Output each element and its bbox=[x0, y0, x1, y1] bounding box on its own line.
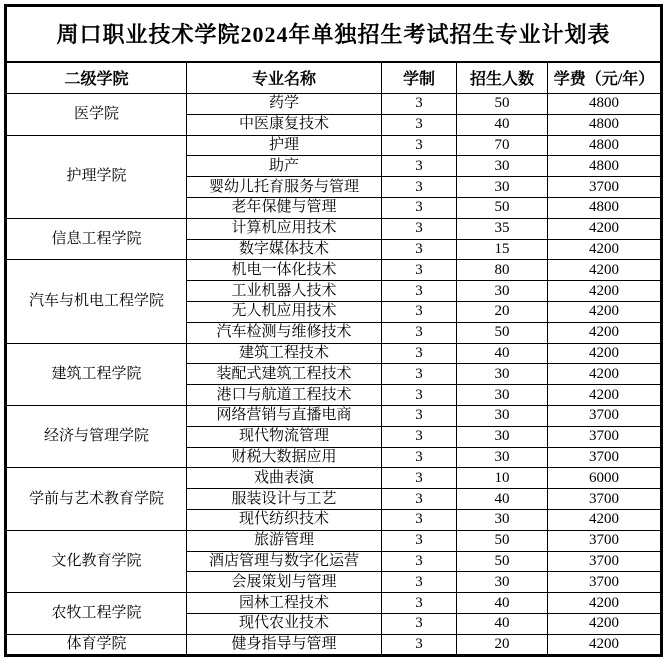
major-cell: 工业机器人技术 bbox=[187, 281, 382, 302]
header-row bbox=[6, 62, 662, 94]
quota-cell: 35 bbox=[457, 218, 548, 239]
college-cell: 医学院 bbox=[6, 94, 187, 136]
years-cell: 3 bbox=[382, 94, 457, 115]
tuition-cell: 4200 bbox=[548, 509, 662, 530]
table-row bbox=[6, 260, 662, 281]
quota-cell: 30 bbox=[457, 405, 548, 426]
table-row bbox=[6, 634, 662, 655]
tuition-cell: 4800 bbox=[548, 94, 662, 115]
major-cell: 健身指导与管理 bbox=[187, 634, 382, 655]
major-cell: 老年保健与管理 bbox=[187, 197, 382, 218]
major-cell: 服装设计与工艺 bbox=[187, 489, 382, 510]
tuition-cell: 4200 bbox=[548, 239, 662, 260]
major-cell: 中医康复技术 bbox=[187, 114, 382, 135]
tuition-cell: 4200 bbox=[548, 343, 662, 364]
major-cell: 机电一体化技术 bbox=[187, 260, 382, 281]
years-cell: 3 bbox=[382, 593, 457, 614]
college-cell: 建筑工程学院 bbox=[6, 343, 187, 405]
major-cell: 会展策划与管理 bbox=[187, 572, 382, 593]
page-title: 周口职业技术学院2024年单独招生考试招生专业计划表 bbox=[6, 6, 662, 62]
major-cell: 港口与航道工程技术 bbox=[187, 385, 382, 406]
tuition-cell: 3700 bbox=[548, 551, 662, 572]
quota-cell: 50 bbox=[457, 551, 548, 572]
years-cell: 3 bbox=[382, 301, 457, 322]
quota-cell: 20 bbox=[457, 634, 548, 655]
major-cell: 酒店管理与数字化运营 bbox=[187, 551, 382, 572]
quota-cell: 30 bbox=[457, 177, 548, 198]
enrollment-plan-table bbox=[4, 4, 663, 657]
major-cell: 护理 bbox=[187, 135, 382, 156]
major-cell: 计算机应用技术 bbox=[187, 218, 382, 239]
years-cell: 3 bbox=[382, 405, 457, 426]
tuition-cell: 3700 bbox=[548, 177, 662, 198]
tuition-cell: 4200 bbox=[548, 613, 662, 634]
quota-cell: 30 bbox=[457, 447, 548, 468]
years-cell: 3 bbox=[382, 135, 457, 156]
major-cell: 婴幼儿托育服务与管理 bbox=[187, 177, 382, 198]
quota-cell: 15 bbox=[457, 239, 548, 260]
college-cell: 文化教育学院 bbox=[6, 530, 187, 592]
quota-cell: 30 bbox=[457, 509, 548, 530]
tuition-cell: 4800 bbox=[548, 114, 662, 135]
major-cell: 现代农业技术 bbox=[187, 613, 382, 634]
years-cell: 3 bbox=[382, 489, 457, 510]
years-cell: 3 bbox=[382, 634, 457, 655]
college-cell: 体育学院 bbox=[6, 634, 187, 655]
years-cell: 3 bbox=[382, 426, 457, 447]
tuition-cell: 4200 bbox=[548, 260, 662, 281]
tuition-cell: 4800 bbox=[548, 135, 662, 156]
table-row bbox=[6, 218, 662, 239]
years-cell: 3 bbox=[382, 509, 457, 530]
quota-cell: 70 bbox=[457, 135, 548, 156]
years-cell: 3 bbox=[382, 260, 457, 281]
major-cell: 戏曲表演 bbox=[187, 468, 382, 489]
tuition-cell: 3700 bbox=[548, 426, 662, 447]
major-cell: 助产 bbox=[187, 156, 382, 177]
major-cell: 旅游管理 bbox=[187, 530, 382, 551]
col-header-major: 专业名称 bbox=[187, 62, 382, 94]
college-cell: 农牧工程学院 bbox=[6, 593, 187, 635]
years-cell: 3 bbox=[382, 551, 457, 572]
table-row bbox=[6, 405, 662, 426]
quota-cell: 80 bbox=[457, 260, 548, 281]
college-cell: 学前与艺术教育学院 bbox=[6, 468, 187, 530]
quota-cell: 30 bbox=[457, 426, 548, 447]
major-cell: 现代物流管理 bbox=[187, 426, 382, 447]
table-row bbox=[6, 94, 662, 115]
years-cell: 3 bbox=[382, 572, 457, 593]
college-cell: 经济与管理学院 bbox=[6, 405, 187, 467]
years-cell: 3 bbox=[382, 447, 457, 468]
table-row bbox=[6, 135, 662, 156]
tuition-cell: 4200 bbox=[548, 218, 662, 239]
quota-cell: 30 bbox=[457, 156, 548, 177]
years-cell: 3 bbox=[382, 530, 457, 551]
years-cell: 3 bbox=[382, 385, 457, 406]
college-cell: 信息工程学院 bbox=[6, 218, 187, 260]
major-cell: 药学 bbox=[187, 94, 382, 115]
years-cell: 3 bbox=[382, 177, 457, 198]
title-row bbox=[6, 6, 662, 62]
table-row bbox=[6, 593, 662, 614]
tuition-cell: 3700 bbox=[548, 530, 662, 551]
col-header-quota: 招生人数 bbox=[457, 62, 548, 94]
col-header-college: 二级学院 bbox=[6, 62, 187, 94]
years-cell: 3 bbox=[382, 239, 457, 260]
quota-cell: 50 bbox=[457, 197, 548, 218]
tuition-cell: 4200 bbox=[548, 364, 662, 385]
tuition-cell: 3700 bbox=[548, 447, 662, 468]
tuition-cell: 4200 bbox=[548, 281, 662, 302]
quota-cell: 40 bbox=[457, 489, 548, 510]
quota-cell: 30 bbox=[457, 572, 548, 593]
major-cell: 财税大数据应用 bbox=[187, 447, 382, 468]
major-cell: 现代纺织技术 bbox=[187, 509, 382, 530]
tuition-cell: 6000 bbox=[548, 468, 662, 489]
tuition-cell: 3700 bbox=[548, 489, 662, 510]
years-cell: 3 bbox=[382, 343, 457, 364]
major-cell: 汽车检测与维修技术 bbox=[187, 322, 382, 343]
table-row bbox=[6, 530, 662, 551]
major-cell: 园林工程技术 bbox=[187, 593, 382, 614]
col-header-years: 学制 bbox=[382, 62, 457, 94]
major-cell: 建筑工程技术 bbox=[187, 343, 382, 364]
years-cell: 3 bbox=[382, 281, 457, 302]
tuition-cell: 3700 bbox=[548, 405, 662, 426]
tuition-cell: 4200 bbox=[548, 593, 662, 614]
years-cell: 3 bbox=[382, 468, 457, 489]
quota-cell: 50 bbox=[457, 322, 548, 343]
quota-cell: 50 bbox=[457, 94, 548, 115]
tuition-cell: 4200 bbox=[548, 634, 662, 655]
college-cell: 汽车与机电工程学院 bbox=[6, 260, 187, 343]
quota-cell: 40 bbox=[457, 593, 548, 614]
major-cell: 无人机应用技术 bbox=[187, 301, 382, 322]
college-cell: 护理学院 bbox=[6, 135, 187, 218]
quota-cell: 20 bbox=[457, 301, 548, 322]
tuition-cell: 3700 bbox=[548, 572, 662, 593]
years-cell: 3 bbox=[382, 364, 457, 385]
major-cell: 数字媒体技术 bbox=[187, 239, 382, 260]
years-cell: 3 bbox=[382, 114, 457, 135]
years-cell: 3 bbox=[382, 218, 457, 239]
col-header-tuition: 学费（元/年） bbox=[548, 62, 662, 94]
quota-cell: 50 bbox=[457, 530, 548, 551]
years-cell: 3 bbox=[382, 156, 457, 177]
tuition-cell: 4200 bbox=[548, 385, 662, 406]
tuition-cell: 4800 bbox=[548, 197, 662, 218]
table-body bbox=[6, 94, 662, 656]
major-cell: 网络营销与直播电商 bbox=[187, 405, 382, 426]
quota-cell: 30 bbox=[457, 281, 548, 302]
quota-cell: 30 bbox=[457, 364, 548, 385]
quota-cell: 40 bbox=[457, 343, 548, 364]
tuition-cell: 4200 bbox=[548, 301, 662, 322]
tuition-cell: 4800 bbox=[548, 156, 662, 177]
quota-cell: 30 bbox=[457, 385, 548, 406]
table-row bbox=[6, 343, 662, 364]
major-cell: 装配式建筑工程技术 bbox=[187, 364, 382, 385]
years-cell: 3 bbox=[382, 197, 457, 218]
quota-cell: 40 bbox=[457, 114, 548, 135]
years-cell: 3 bbox=[382, 322, 457, 343]
years-cell: 3 bbox=[382, 613, 457, 634]
table-row bbox=[6, 468, 662, 489]
quota-cell: 40 bbox=[457, 613, 548, 634]
quota-cell: 10 bbox=[457, 468, 548, 489]
tuition-cell: 4200 bbox=[548, 322, 662, 343]
